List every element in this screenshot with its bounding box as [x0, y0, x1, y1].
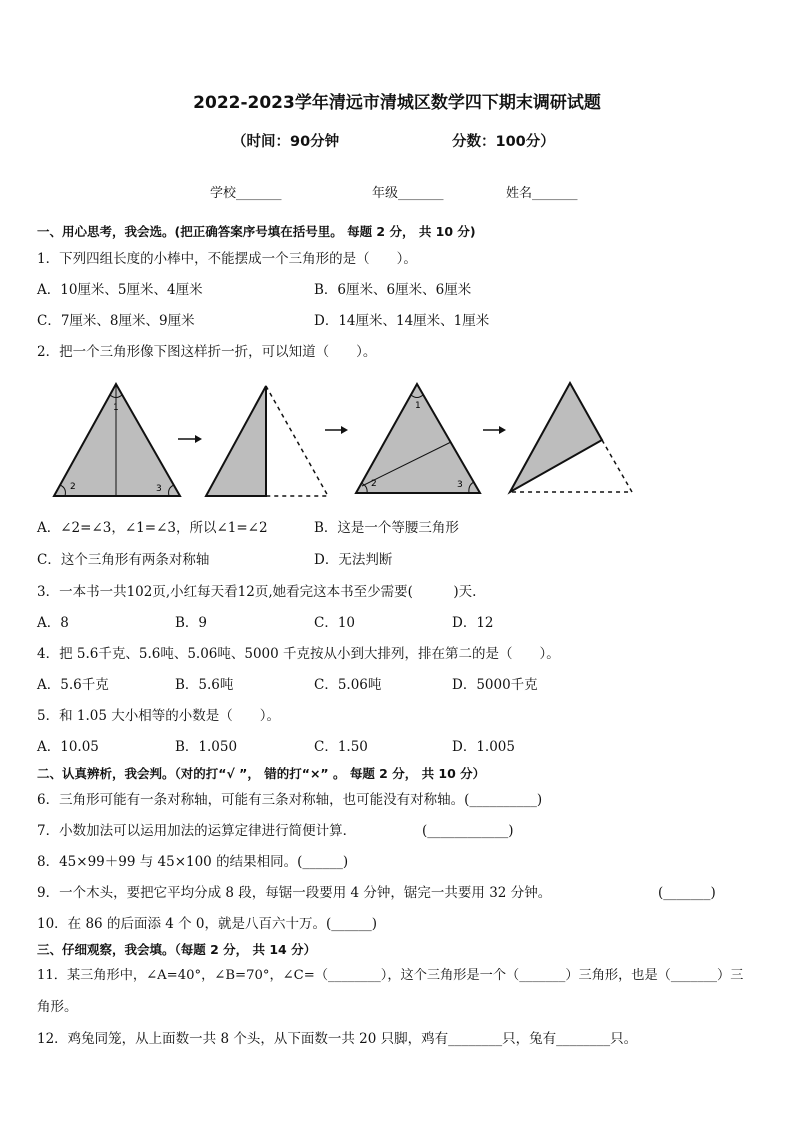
q3-stem: 3．一本书一共102页,小红每天看12页,她看完这本书至少需要( )天.	[37, 584, 477, 600]
q1-option-a[interactable]: A．10厘米、5厘米、4厘米	[37, 282, 203, 298]
q1-option-d[interactable]: D．14厘米、14厘米、1厘米	[314, 313, 490, 329]
q3-option-d[interactable]: D．12	[452, 615, 494, 631]
angle-label: 1	[113, 403, 119, 413]
q1-option-c[interactable]: C．7厘米、8厘米、9厘米	[37, 313, 195, 329]
q1-stem: 1．下列四组长度的小棒中，不能摆成一个三角形的是（ ）。	[37, 251, 417, 267]
q2-stem: 2．把一个三角形像下图这样折一折，可以知道（ ）。	[37, 344, 377, 360]
q3-option-b[interactable]: B．9	[175, 615, 208, 631]
q4-option-a[interactable]: A．5.6千克	[37, 677, 109, 693]
q4-option-d[interactable]: D．5000千克	[452, 677, 538, 693]
q5-stem: 5．和 1.05 大小相等的小数是（ ）。	[37, 708, 280, 724]
angle-label: 1	[415, 401, 421, 411]
q1-option-b[interactable]: B．6厘米、6厘米、6厘米	[314, 282, 472, 298]
q9-stem: 9．一个木头，要把它平均分成 8 段，每锯一段要用 4 分钟，锯完一共要用 32 分钟。	[37, 885, 552, 901]
angle-label: 3	[457, 480, 463, 490]
q10-stem[interactable]: 10．在 86 的后面添 4 个 0，就是八百六十万。(______)	[37, 916, 378, 932]
triangle-4	[510, 383, 602, 492]
triangle-folding-figure	[40, 376, 640, 502]
school-field[interactable]: 学校_______	[210, 186, 282, 201]
q5-option-d[interactable]: D．1.005	[452, 739, 515, 755]
q8-stem[interactable]: 8．45×99＋99 与 45×100 的结果相同。(______)	[37, 854, 349, 870]
angle-label: 2	[70, 482, 76, 492]
name-field[interactable]: 姓名_______	[506, 186, 578, 201]
q11-stem-continued: 角形。	[37, 999, 78, 1015]
q2-option-c[interactable]: C．这个三角形有两条对称轴	[37, 552, 210, 568]
section1-heading: 一、用心思考，我会选。(把正确答案序号填在括号里。 每题 2 分， 共 10 分)	[37, 224, 476, 239]
q6-stem[interactable]: 6．三角形可能有一条对称轴，可能有三条对称轴，也可能没有对称轴。(__________)	[37, 792, 543, 808]
exam-score: 分数：100分）	[452, 134, 555, 150]
q2-option-b[interactable]: B．这是一个等腰三角形	[314, 520, 459, 536]
triangle-1	[54, 384, 180, 496]
q4-stem: 4．把 5.6千克、5.6吨、5.06吨、5000 千克按从小到大排列，排在第二的是（ ）。	[37, 646, 560, 662]
section2-heading: 二、认真辨析，我会判。（对的打“√ ”， 错的打“×” 。 每题 2 分， 共 10 分）	[37, 766, 486, 781]
section3-heading: 三、仔细观察，我会填。（每题 2 分， 共 14 分）	[37, 942, 317, 957]
q2-option-d[interactable]: D．无法判断	[314, 552, 393, 568]
q5-option-a[interactable]: A．10.05	[37, 739, 99, 755]
triangle-2	[206, 386, 266, 496]
q3-option-c[interactable]: C．10	[314, 615, 356, 631]
q12-stem[interactable]: 12．鸡兔同笼，从上面数一共 8 个头，从下面数一共 20 只脚，鸡有________只，兔有________只。	[37, 1031, 638, 1047]
page-title: 2022-2023学年清远市清城区数学四下期末调研试题	[193, 93, 601, 113]
q4-option-b[interactable]: B．5.6吨	[175, 677, 234, 693]
q5-option-b[interactable]: B．1.050	[175, 739, 238, 755]
grade-field[interactable]: 年级_______	[372, 186, 444, 201]
angle-label: 2	[371, 479, 377, 489]
q3-option-a[interactable]: A．8	[37, 615, 69, 631]
exam-time: （时间：90分钟	[232, 134, 340, 150]
q4-option-c[interactable]: C．5.06吨	[314, 677, 382, 693]
q9-answer-blank[interactable]: (_______)	[658, 885, 716, 901]
angle-label: 3	[156, 484, 162, 494]
q5-option-c[interactable]: C．1.50	[314, 739, 368, 755]
q11-stem[interactable]: 11．某三角形中，∠A=40°，∠B=70°，∠C=（________），这个三角形是一个（_______）三角形，也是（_______）三	[37, 968, 744, 983]
q7-stem: 7．小数加法可以运用加法的运算定律进行简便计算．	[37, 823, 357, 839]
q7-answer-blank[interactable]: (____________)	[422, 823, 514, 839]
q2-option-a[interactable]: A．∠2=∠3，∠1=∠3，所以∠1=∠2	[37, 520, 268, 536]
